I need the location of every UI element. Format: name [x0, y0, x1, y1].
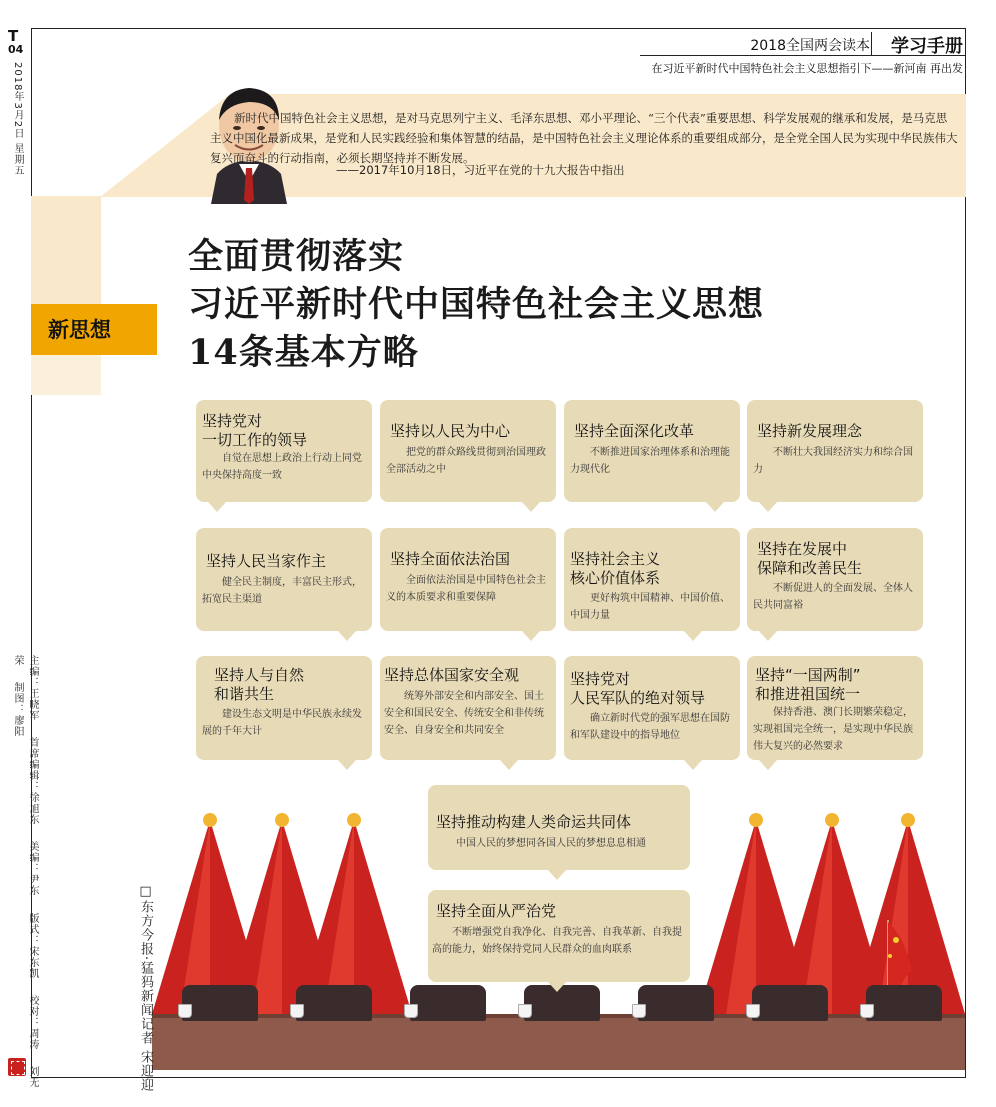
editor-layout: 版式：宋东凯 — [27, 912, 38, 979]
strategy-card — [380, 400, 556, 502]
teacup-icon — [290, 1004, 304, 1018]
card-text: 中国人民的梦想同各国人民的梦想息息相通 — [456, 838, 646, 849]
quote-source: ——2017年10月18日，习近平在党的十九大报告中指出 — [336, 163, 625, 177]
teacup-icon — [632, 1004, 646, 1018]
headline-line-3: 14条基本方略 — [188, 332, 419, 373]
card-text: 不断壮大我国经济实力和综合国力 — [753, 447, 913, 475]
teacup-icon — [518, 1004, 532, 1018]
strategy-card — [564, 400, 740, 502]
card-title: 坚持全面深化改革 — [574, 422, 695, 440]
card-text: 不断增强党自我净化、自我完善、自我革新、自我提高的能力，始终保持党同人民群众的血肉联系 — [432, 927, 682, 955]
card-text: 统筹外部安全和内部安全、国土安全和国民安全、传统安全和非传统安全、自身安全和共同安全 — [384, 691, 544, 736]
strategy-card — [196, 656, 372, 760]
teacup-icon — [860, 1004, 874, 1018]
card-text: 不断促进人的全面发展、全体人民共同富裕 — [753, 583, 913, 611]
editor-senior: 首席编辑：徐旭东 — [27, 737, 38, 826]
card-title: 坚持社会主义 核心价值体系 — [570, 550, 661, 587]
card-title: 坚持人与自然 和谐共生 — [214, 666, 305, 703]
card-title: 坚持党对 一切工作的领导 — [202, 412, 308, 449]
strategy-card — [380, 656, 556, 760]
page-marker — [8, 28, 26, 56]
editor-proof: 校对：周涛 — [27, 994, 38, 1050]
strategy-card — [564, 656, 740, 760]
card-title: 坚持人民当家作主 — [206, 552, 327, 570]
conference-table — [152, 1018, 965, 1070]
section-title: 学习手册 — [891, 36, 963, 57]
page-header — [640, 32, 965, 76]
edition-label: 2018全国两会读本 — [750, 38, 870, 54]
teacup-icon — [178, 1004, 192, 1018]
chair — [752, 985, 828, 1021]
chair — [410, 985, 486, 1021]
card-text: 确立新时代党的强军思想在国防和军队建设中的指导地位 — [570, 713, 730, 741]
teacup-icon — [404, 1004, 418, 1018]
card-title: 坚持党对 人民军队的绝对领导 — [570, 670, 706, 707]
card-title: 坚持新发展理念 — [757, 422, 863, 440]
side-stripe — [31, 196, 101, 304]
strategy-card — [564, 528, 740, 631]
card-text: 自觉在思想上政治上行动上同党中央保持高度一致 — [202, 453, 362, 481]
card-text: 更好构筑中国精神、中国价值、中国力量 — [570, 593, 730, 621]
card-text: 不断推进国家治理体系和治理能力现代化 — [570, 447, 730, 475]
editor-chief: 主编：王晓军 — [27, 655, 38, 721]
headline-line-1: 全面贯彻落实 — [188, 236, 405, 277]
card-title: 坚持推动构建人类命运共同体 — [436, 813, 632, 831]
card-text: 建设生态文明是中华民族永续发展的千年大计 — [202, 709, 362, 737]
editor-art: 美编：尹东 — [27, 841, 38, 897]
strategy-card — [428, 890, 690, 982]
side-stripe-lower — [31, 355, 101, 395]
strategy-card — [747, 656, 923, 760]
card-title: 坚持在发展中 保障和改善民生 — [757, 540, 863, 577]
reporter-credit: □东方今报·猛犸新闻记者 宋迎迎 — [138, 884, 153, 1093]
header-divider — [871, 32, 872, 56]
strategy-card — [380, 528, 556, 631]
issue-date: 2018年3月2日 星期五 — [12, 62, 23, 177]
card-title: 坚持总体国家安全观 — [384, 666, 520, 684]
teacup-icon — [746, 1004, 760, 1018]
card-text: 把党的群众路线贯彻到治国理政全部活动之中 — [386, 447, 546, 475]
strategy-card — [747, 528, 923, 631]
strategy-card — [428, 785, 690, 870]
card-title: 坚持全面依法治国 — [390, 550, 511, 568]
chair — [296, 985, 372, 1021]
strategy-card — [747, 400, 923, 502]
tag-label: 新思想 — [48, 318, 111, 342]
seal-icon — [8, 1058, 26, 1076]
strategy-card — [196, 528, 372, 631]
card-title: 坚持以人民为中心 — [390, 422, 511, 440]
page-letter: T — [8, 27, 19, 45]
page-number: 04 — [8, 43, 24, 56]
chair — [638, 985, 714, 1021]
card-title: 坚持全面从严治党 — [436, 902, 557, 920]
header-subtitle: 在习近平新时代中国特色社会主义思想指引下——新河南 再出发 — [651, 62, 963, 75]
card-title: 坚持“一国两制” 和推进祖国统一 — [755, 666, 861, 703]
headline-line-2: 习近平新时代中国特色社会主义思想 — [188, 284, 765, 325]
card-text: 健全民主制度，丰富民主形式，拓宽民主渠道 — [202, 577, 362, 605]
strategy-card — [196, 400, 372, 502]
card-text: 全面依法治国是中国特色社会主义的本质要求和重要保障 — [386, 575, 546, 603]
quote-text: 新时代中国特色社会主义思想，是对马克思列宁主义、毛泽东思想、邓小平理论、“三个代表”重要思想、科学发展观的继承和发展，是马克思主义中国化最新成果，是党和人民实践经验和集体智慧的结晶，是中国特色社会主义理论体系的重要组成部分，是全党全国人民为实现中华民族伟大复兴而奋斗的行动指南，必须长期坚持并不断发展。 — [210, 111, 958, 165]
chair — [182, 985, 258, 1021]
editor-proof2: 刘无荣 — [12, 655, 38, 1088]
chair — [866, 985, 942, 1021]
editor-graphic: 制图：廖阳 — [12, 682, 23, 738]
card-text: 保持香港、澳门长期繁荣稳定，实现祖国完全统一，是实现中华民族伟大复兴的必然要求 — [753, 707, 913, 752]
